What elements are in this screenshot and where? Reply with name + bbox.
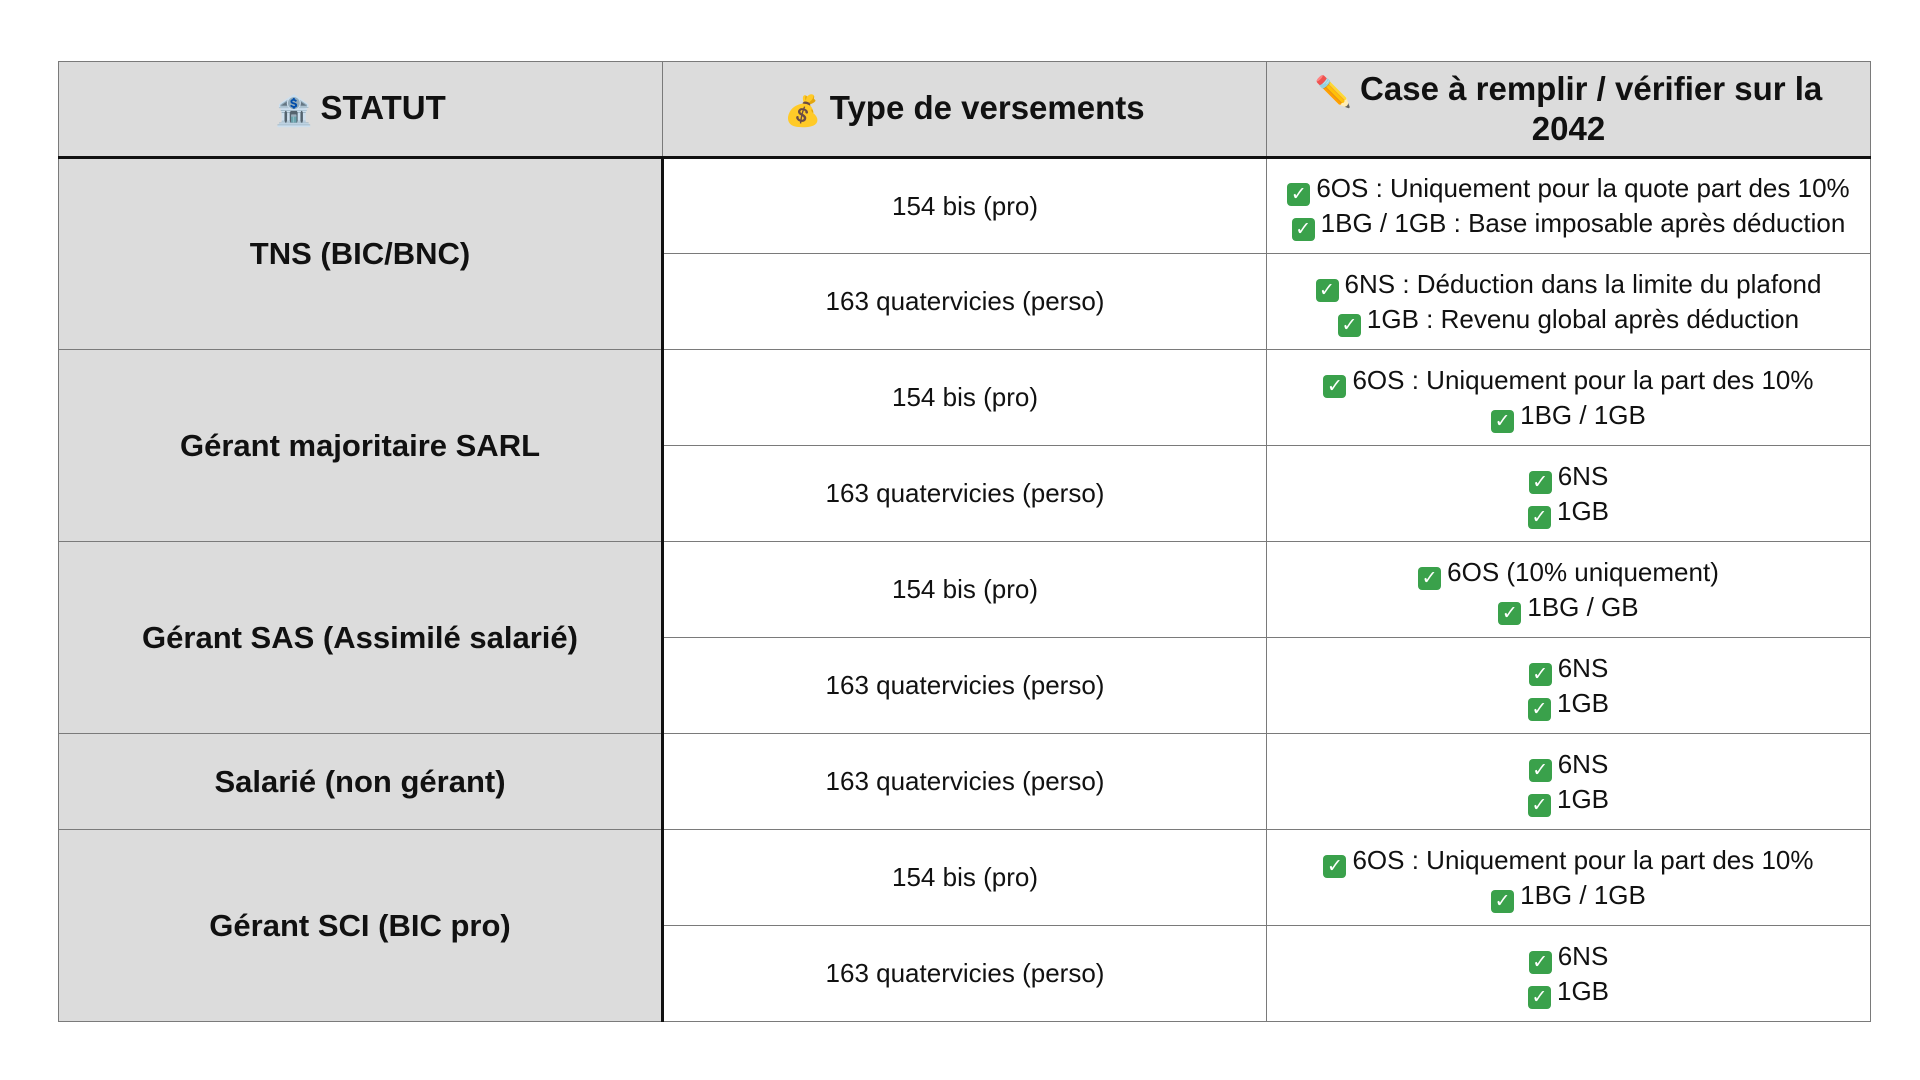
type-versement-cell: 154 bis (pro) — [663, 158, 1267, 254]
declaration-table-container — [58, 61, 1870, 1022]
table-row — [59, 350, 1871, 446]
bank-icon: 🏦 — [275, 95, 313, 128]
case-line-text: 1BG / 1GB — [1520, 399, 1646, 430]
type-versement-cell: 163 quatervicies (perso) — [663, 926, 1267, 1022]
header-case — [1267, 62, 1871, 158]
case-line-text: 6NS : Déduction dans la limite du plafond — [1344, 268, 1822, 299]
pencil-icon: ✏️ — [1314, 76, 1353, 109]
statut-cell: TNS (BIC/BNC) — [59, 158, 663, 350]
case-line — [1275, 878, 1862, 913]
case-line-text: 1GB : Revenu global après déduction — [1366, 303, 1800, 334]
case-line — [1275, 363, 1862, 398]
case-line — [1275, 171, 1862, 206]
table-body — [59, 158, 1871, 1022]
type-versement-cell: 163 quatervicies (perso) — [663, 734, 1267, 830]
case-line — [1275, 398, 1862, 433]
case-line-text: 6NS — [1557, 940, 1609, 971]
case-line-text: 1GB — [1556, 687, 1610, 718]
case-2042-cell — [1267, 542, 1871, 638]
check-mark-icon: ✓ — [1418, 567, 1441, 590]
case-2042-cell — [1267, 446, 1871, 542]
case-line — [1275, 686, 1862, 721]
case-line-text: 6NS — [1557, 748, 1609, 779]
check-mark-icon: ✓ — [1529, 759, 1552, 782]
header-type — [663, 62, 1267, 158]
type-versement-cell: 163 quatervicies (perso) — [663, 254, 1267, 350]
case-line — [1275, 747, 1862, 782]
header-row — [59, 62, 1871, 158]
case-2042-cell — [1267, 638, 1871, 734]
table-row — [59, 830, 1871, 926]
statut-cell: Gérant SAS (Assimilé salarié) — [59, 542, 663, 734]
case-line — [1275, 459, 1862, 494]
header-case-label: Case à remplir / vérifier sur la 2042 — [1360, 70, 1823, 147]
case-line-text: 6OS (10% uniquement) — [1447, 556, 1719, 587]
case-line-text: 1BG / GB — [1527, 591, 1639, 622]
check-mark-icon: ✓ — [1287, 183, 1310, 206]
type-versement-cell: 154 bis (pro) — [663, 350, 1267, 446]
table-row — [59, 542, 1871, 638]
money-bag-icon: 💰 — [784, 95, 822, 128]
case-line-text: 6OS : Uniquement pour la quote part des 10% — [1316, 173, 1850, 203]
case-line — [1275, 843, 1862, 878]
case-line-text: 6OS : Uniquement pour la part des 10% — [1352, 364, 1814, 395]
check-mark-icon: ✓ — [1338, 314, 1361, 337]
case-line — [1275, 206, 1862, 241]
check-mark-icon: ✓ — [1498, 602, 1521, 625]
check-mark-icon: ✓ — [1528, 506, 1551, 529]
case-line — [1275, 782, 1862, 817]
type-versement-cell: 163 quatervicies (perso) — [663, 446, 1267, 542]
case-2042-cell — [1267, 830, 1871, 926]
case-2042-cell — [1267, 254, 1871, 350]
check-mark-icon: ✓ — [1529, 663, 1552, 686]
check-mark-icon: ✓ — [1323, 375, 1346, 398]
case-line — [1275, 494, 1862, 529]
case-line — [1275, 590, 1862, 625]
case-line-text: 6NS — [1557, 460, 1609, 491]
header-statut-label: STATUT — [320, 89, 446, 126]
statut-cell: Gérant majoritaire SARL — [59, 350, 663, 542]
case-2042-cell — [1267, 350, 1871, 446]
case-line-text: 1BG / 1GB : Base imposable après déduction — [1320, 208, 1846, 238]
statut-cell: Gérant SCI (BIC pro) — [59, 830, 663, 1022]
check-mark-icon: ✓ — [1316, 279, 1339, 302]
table-row — [59, 734, 1871, 830]
check-mark-icon: ✓ — [1528, 794, 1551, 817]
check-mark-icon: ✓ — [1529, 951, 1552, 974]
check-mark-icon: ✓ — [1529, 471, 1552, 494]
case-line-text: 1GB — [1556, 975, 1610, 1006]
case-line — [1275, 302, 1862, 337]
check-mark-icon: ✓ — [1528, 986, 1551, 1009]
case-line — [1275, 939, 1862, 974]
check-mark-icon: ✓ — [1528, 698, 1551, 721]
declaration-table — [58, 61, 1871, 1022]
case-2042-cell — [1267, 926, 1871, 1022]
case-line-text: 6NS — [1557, 652, 1609, 683]
check-mark-icon: ✓ — [1491, 890, 1514, 913]
case-line-text: 6OS : Uniquement pour la part des 10% — [1352, 844, 1814, 875]
table-row — [59, 158, 1871, 254]
type-versement-cell: 163 quatervicies (perso) — [663, 638, 1267, 734]
statut-cell: Salarié (non gérant) — [59, 734, 663, 830]
type-versement-cell: 154 bis (pro) — [663, 542, 1267, 638]
check-mark-icon: ✓ — [1491, 410, 1514, 433]
case-line-text: 1GB — [1556, 495, 1610, 526]
case-line — [1275, 974, 1862, 1009]
case-2042-cell — [1267, 734, 1871, 830]
check-mark-icon: ✓ — [1292, 218, 1315, 241]
case-line-text: 1BG / 1GB — [1520, 879, 1646, 910]
header-statut — [59, 62, 663, 158]
type-versement-cell: 154 bis (pro) — [663, 830, 1267, 926]
case-line — [1275, 651, 1862, 686]
case-line — [1275, 555, 1862, 590]
case-2042-cell — [1267, 158, 1871, 254]
header-type-label: Type de versements — [829, 89, 1145, 126]
check-mark-icon: ✓ — [1323, 855, 1346, 878]
table-header — [59, 62, 1871, 158]
case-line-text: 1GB — [1556, 783, 1610, 814]
case-line — [1275, 267, 1862, 302]
